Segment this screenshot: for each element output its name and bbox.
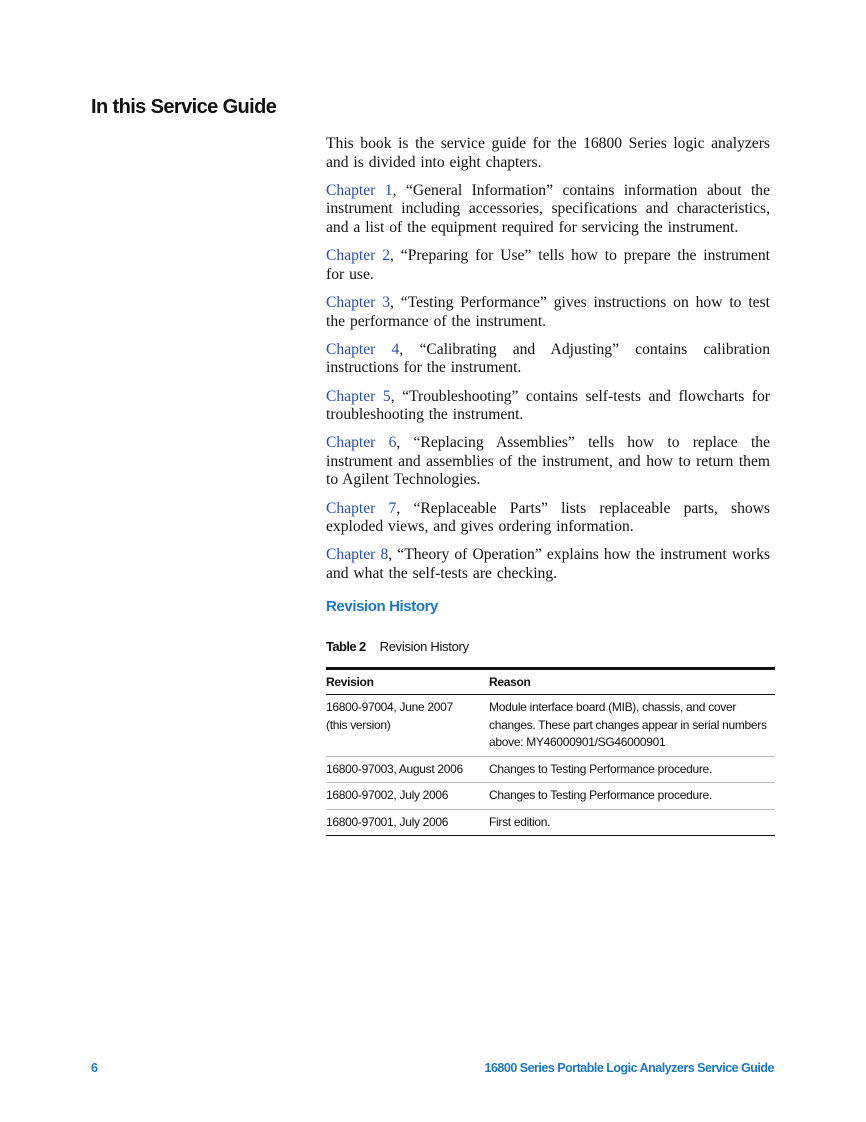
chapter-link[interactable]: Chapter 6 [326, 434, 397, 452]
chapter-description: , “Theory of Operation” explains how the instrument works and what the self-tests are checking. [326, 546, 770, 583]
chapter-paragraph [326, 546, 770, 583]
page-number: 6 [91, 1061, 98, 1075]
chapter-link[interactable]: Chapter 1 [326, 181, 393, 199]
reason-cell: Module interface board (MIB), chassis, and cover changes. These part changes appear in serial numbers above: MY46000901/SG46000901 [489, 700, 767, 750]
revision-text: 16800-97004, June 2007 [326, 700, 453, 715]
chapter-paragraph [326, 294, 770, 331]
chapter-link[interactable]: Chapter 4 [326, 340, 400, 358]
revision-text: 16800-97003, August 2006 [326, 761, 463, 776]
chapter-description: , “Testing Performance” gives instructions on how to test the performance of the instrument. [326, 293, 770, 330]
revision-history-table [326, 667, 775, 837]
chapter-description: , “Replaceable Parts” lists replaceable parts, shows exploded views, and gives ordering information. [326, 499, 770, 536]
revision-cell [326, 809, 489, 836]
revision-cell [326, 695, 489, 757]
table-row [326, 809, 775, 836]
chapter-description: , “Replacing Assemblies” tells how to replace the instrument and assemblies of the instrument, and how to return them to Agilent Technologies. [326, 434, 770, 489]
revision-cell [326, 783, 489, 810]
reason-cell: First edition. [489, 814, 551, 829]
chapter-description: , “Preparing for Use” tells how to prepare the instrument for use. [326, 247, 770, 283]
chapter-link[interactable]: Chapter 2 [326, 247, 391, 265]
chapter-description: , “General Information” contains information about the instrument including accessories, specifications and characteristics, and a list of the equipment required for servicing the instrument. [326, 181, 770, 236]
chapter-link[interactable]: Chapter 5 [326, 387, 391, 405]
table-row [326, 756, 775, 783]
main-column [326, 135, 770, 836]
table-caption-text: Revision History [379, 639, 469, 655]
table-header-row [326, 668, 775, 695]
footer-title: 16800 Series Portable Logic Analyzers Service Guide [484, 1061, 774, 1075]
chapter-link[interactable]: Chapter 7 [326, 499, 397, 517]
revision-text: 16800-97002, July 2006 [326, 788, 449, 803]
chapter-description: , “Troubleshooting” contains self-tests and flowcharts for troubleshooting the instrument. [326, 387, 770, 424]
chapter-link[interactable]: Chapter 8 [326, 546, 389, 564]
chapter-paragraph [326, 182, 770, 238]
revision-text: 16800-97001, July 2006 [326, 814, 449, 829]
table-row [326, 783, 775, 810]
chapter-paragraph [326, 247, 770, 284]
table-caption [326, 638, 770, 657]
chapter-list [326, 182, 770, 584]
revision-note: (this version) [326, 717, 391, 732]
reason-cell: Changes to Testing Performance procedure. [489, 761, 712, 776]
column-header-revision: Revision [326, 674, 374, 689]
revision-cell [326, 756, 489, 783]
intro-paragraph: This book is the service guide for the 16800 Series logic analyzers and is divided into eight chapters. [326, 135, 770, 171]
reason-cell: Changes to Testing Performance procedure. [489, 788, 712, 803]
chapter-paragraph [326, 341, 770, 378]
table-row [326, 695, 775, 757]
chapter-paragraph [326, 388, 770, 425]
chapter-link[interactable]: Chapter 3 [326, 293, 391, 311]
column-header-reason: Reason [489, 674, 531, 689]
page-title: In this Service Guide [91, 96, 277, 118]
table-label: Table 2 [326, 639, 366, 655]
revision-history-heading: Revision History [326, 597, 438, 615]
chapter-paragraph [326, 500, 770, 537]
chapter-description: , “Calibrating and Adjusting” contains calibration instructions for the instrument. [326, 340, 771, 377]
chapter-paragraph [326, 434, 770, 490]
